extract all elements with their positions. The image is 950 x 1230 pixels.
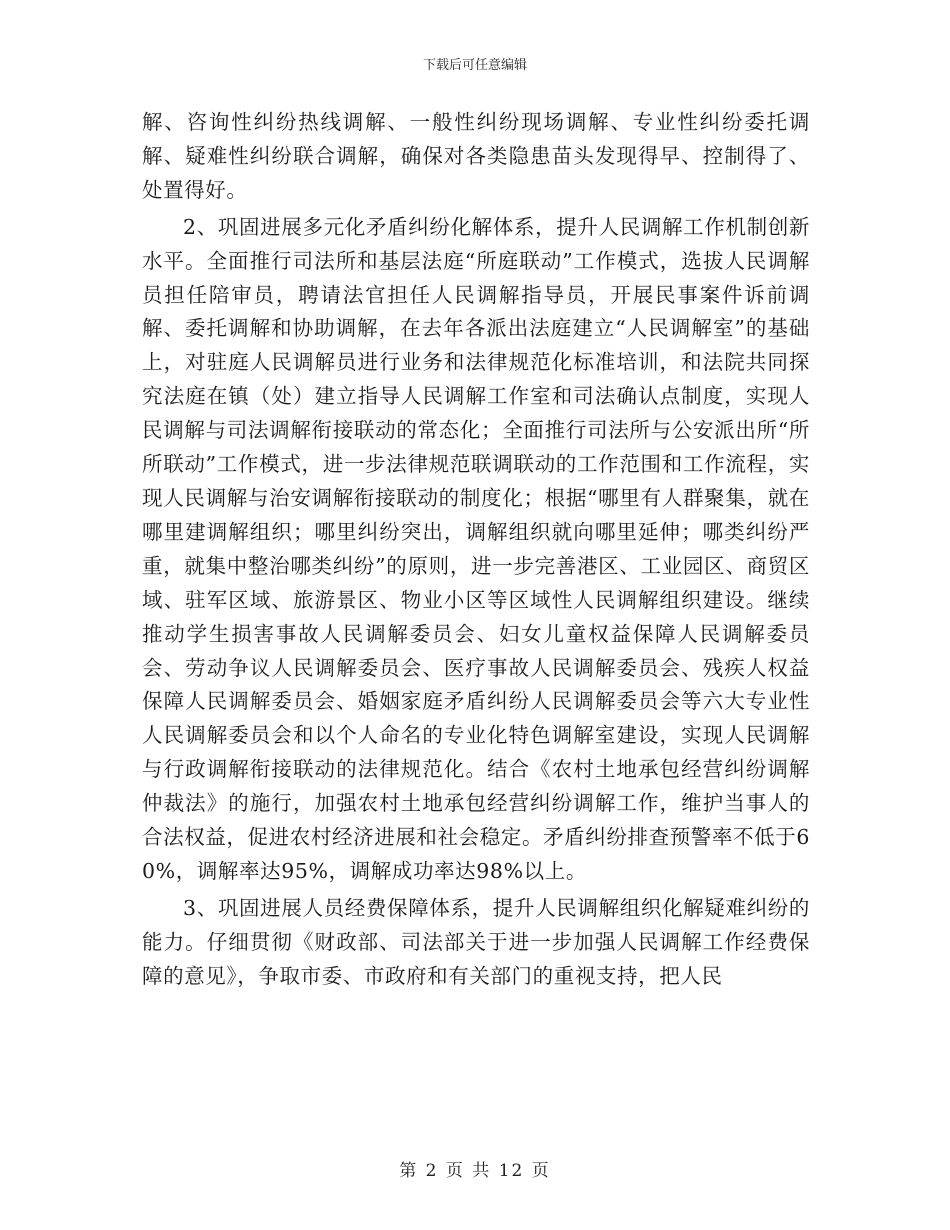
paragraph-item-2: 2、巩固进展多元化矛盾纠纷化解体系，提升人民调解工作机制创新水平。全面推行司法所和基层法庭“所庭联动”工作模式，选拔人民调解员担任陪审员，聘请法官担任人民调解指导员，开展民事案件诉前调解、委托调解和协助调解，在去年各派出法庭建立“人民调解室”的基础上，对驻庭人民调解员进行业务和法律规范化标准培训，和法院共同探究法庭在镇（处）建立指导人民调解工作室和司法确认点制度，实现人民调解与司法调解衔接联动的常态化；全面推行司法所与公安派出所“所所联动”工作模式，进一步法律规范联调联动的工作范围和工作流程，实现人民调解与治安调解衔接联动的制度化；根据“哪里有人群聚集，就在哪里建调解组织；哪里纠纷突出，调解组织就向哪里延伸；哪类纠纷严重，就集中整治哪类纠纷”的原则，进一步完善港区、工业园区、商贸区域、驻军区域、旅游景区、物业小区等区域性人民调解组织建设。继续推动学生损害事故人民调解委员会、妇女儿童权益保障人民调解委员会、劳动争议人民调解委员会、医疗事故人民调解委员会、残疾人权益保障人民调解委员会、婚姻家庭矛盾纠纷人民调解委员会等六大专业性人民调解委员会和以个人命名的专业化特色调解室建设，实现人民调解与行政调解衔接联动的法律规范化。结合《农村土地承包经营纠纷调解仲裁法》的施行，加强农村土地承包经营纠纷调解工作，维护当事人的合法权益，促进农村经济进展和社会稳定。矛盾纠纷排查预警率不低于60%，调解率达95%，调解成功率达98%以上。 — [142, 214, 810, 883]
document-body — [142, 106, 810, 994]
paragraph-continuation: 解、咨询性纠纷热线调解、一般性纠纷现场调解、专业性纠纷委托调解、疑难性纠纷联合调解，确保对各类隐患苗头发现得早、控制得了、处置得好。 — [142, 110, 810, 202]
page-number: 第 2 页 共 12 页 — [399, 1161, 551, 1181]
page-header: 下载后可任意编辑 — [422, 58, 527, 73]
paragraph-item-3: 3、巩固进展人员经费保障体系，提升人民调解组织化解疑难纠纷的能力。仔细贯彻《财政部、司法部关于进一步加强人民调解工作经费保障的意见》，争取市委、市政府和有关部门的重视支持，把人民 — [142, 895, 810, 988]
